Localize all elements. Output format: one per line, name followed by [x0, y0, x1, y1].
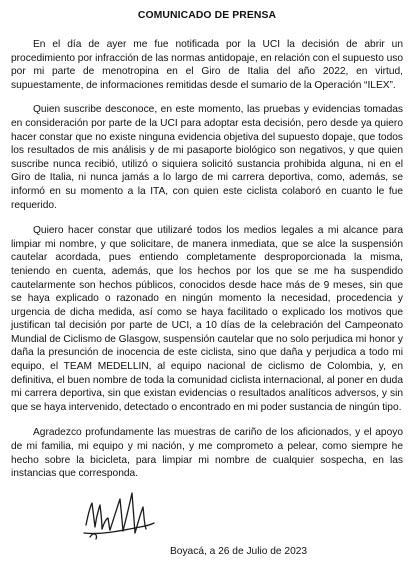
paragraph-notification: En el día de ayer me fue notificada por la UCI la decisión de abrir un procedimiento por infracción de las normas antidopaje, en relación con el supuesto uso por mi parte de menotropina en el Giro de Italia del año 2022, en virtud, supuestamente, de informaciones remitidas desde el sumario de la Operación “ILEX”.: [11, 39, 403, 91]
handwritten-signature: [80, 485, 158, 545]
paragraph-gratitude: Agradezco profundamente las muestras de cariño de los aficionados, y el apoyo de mi familia, mi equipo y mi nación, y me comprometo a pelear, como siempre he hecho sobre la bicicleta, para limpiar mi nombre de cualquier sospecha, en las instancias que corresponda.: [11, 427, 403, 480]
place-and-date: Boyacá, a 26 de Julio de 2023: [170, 546, 308, 557]
paragraph-denial: Quien suscribe desconoce, en este momento, las pruebas y evidencias tomadas en consideración por parte de la UCI para adoptar esta decisión, pero desde ya quiero hacer constar que no existe ninguna evidencia objetiva del supuesto dopaje, que todos los resultados de mis análisis y de mi pasaporte biológico son negativos, y que quien suscribe nunca recibió, utilizó o siquiera solicitó sustancia prohibida alguna, ni en el Giro de Italia, ni nunca jamás a lo largo de mi carrera deportiva, como, además, se informó en su momento a la ITA, con quien este ciclista colaboró en cuanto le fue requerido.: [11, 104, 403, 211]
paragraph-legal-action: Quiero hacer constar que utilizaré todos los medios legales a mi alcance para limpiar mi nombre, y que solicitare, de manera inmediata, que se alce la suspensión cautelar acordada, pues entiendo completamente desproporcionada la misma, teniendo en cuenta, además, que los hechos por los que se me ha suspendido cautelarmente son hechos públicos, conocidos desde hace más de 9 meses, sin que se haya explicado o razonado en ningún momento la necesidad, procedencia y urgencia de dicha medida, así como se haya facilitado o explicado los motivos que justifican tal decisión por parte de UCI, a 10 días de la celebración del Campeonato Mundial de Ciclismo de Glasgow, suspensión cautelar que no solo perjudica mi honor y daña la presunción de inocencia de este ciclista, sino que daña y perjudica a todo mi equipo, el TEAM MEDELLIN, al equipo nacional de ciclismo de Colombia, y, en definitiva, el buen nombre de toda la comunidad ciclista internacional, al poner en duda mi carrera deportiva, sin que existan evidencias o resultados analíticos adversos, y sin que se haya intervenido, detectado o encontrado en mi poder sustancia de ningún tipo.: [11, 225, 403, 413]
document-footer: [0, 485, 414, 565]
document-title: COMUNICADO DE PRENSA: [137, 10, 277, 21]
